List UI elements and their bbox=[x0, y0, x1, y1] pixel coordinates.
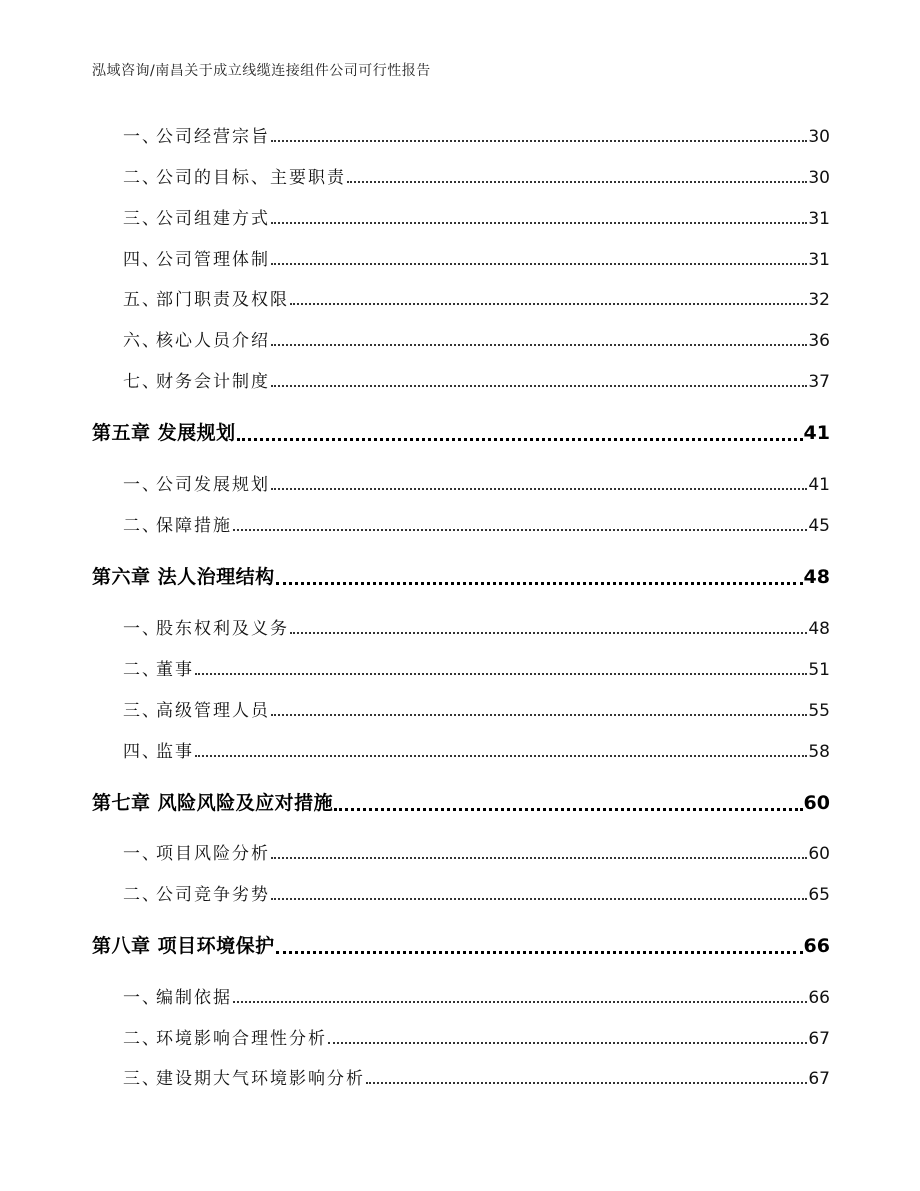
toc-entry-title: 第六章 法人治理结构 bbox=[92, 566, 275, 588]
toc-page-number: 51 bbox=[808, 660, 830, 680]
toc-entry-number: 六、 bbox=[123, 331, 161, 351]
toc-entry-title: 部门职责及权限 bbox=[156, 290, 289, 310]
toc-entry-number: 三、 bbox=[123, 1069, 161, 1089]
toc-entry-title: 公司竞争劣势 bbox=[156, 885, 270, 905]
toc-page-number: 65 bbox=[808, 885, 830, 905]
toc-entry-number: 三、 bbox=[123, 209, 161, 229]
toc-section-entry[interactable] bbox=[92, 326, 830, 351]
toc-entry-title: 第七章 风险风险及应对措施 bbox=[92, 792, 334, 814]
toc-section-entry[interactable] bbox=[92, 880, 830, 905]
toc-entry-number: 二、 bbox=[123, 1029, 161, 1049]
toc-chapter-entry[interactable] bbox=[92, 562, 830, 589]
toc-page-number: 31 bbox=[808, 209, 830, 229]
toc-dot-leader bbox=[195, 673, 807, 675]
toc-page-number: 32 bbox=[808, 290, 830, 310]
toc-entry-title: 环境影响合理性分析 bbox=[156, 1029, 327, 1049]
toc-chapter-entry[interactable] bbox=[92, 418, 830, 445]
toc-page-number: 66 bbox=[808, 988, 830, 1008]
toc-section-entry[interactable] bbox=[92, 285, 830, 310]
toc-section-entry[interactable] bbox=[92, 245, 830, 270]
toc-entry-number: 一、 bbox=[123, 619, 161, 639]
toc-dot-leader bbox=[233, 1001, 807, 1003]
toc-entry-number: 一、 bbox=[123, 475, 161, 495]
toc-page-number: 36 bbox=[808, 331, 830, 351]
toc-section-entry[interactable] bbox=[92, 470, 830, 495]
toc-entry-title: 公司的目标、主要职责 bbox=[156, 168, 346, 188]
toc-dot-leader bbox=[290, 303, 807, 305]
toc-entry-title: 董事 bbox=[156, 660, 194, 680]
toc-entry-title: 核心人员介绍 bbox=[156, 331, 270, 351]
toc-chapter-entry[interactable] bbox=[92, 788, 830, 815]
toc-dot-leader bbox=[271, 140, 807, 142]
toc-page-number: 41 bbox=[808, 475, 830, 495]
toc-dot-leader bbox=[271, 488, 807, 490]
toc-entry-number: 一、 bbox=[123, 988, 161, 1008]
toc-entry-title: 第八章 项目环境保护 bbox=[92, 935, 275, 957]
toc-section-entry[interactable] bbox=[92, 511, 830, 536]
toc-entry-title: 监事 bbox=[156, 742, 194, 762]
toc-section-entry[interactable] bbox=[92, 737, 830, 762]
toc-dot-leader bbox=[276, 582, 803, 585]
toc-section-entry[interactable] bbox=[92, 163, 830, 188]
toc-dot-leader bbox=[334, 808, 802, 811]
toc-section-entry[interactable] bbox=[92, 696, 830, 721]
toc-page-number: 60 bbox=[803, 792, 830, 814]
toc-entry-title: 公司发展规划 bbox=[156, 475, 270, 495]
toc-dot-leader bbox=[195, 755, 807, 757]
toc-section-entry[interactable] bbox=[92, 204, 830, 229]
toc-entry-number: 三、 bbox=[123, 701, 161, 721]
toc-page-number: 66 bbox=[803, 935, 830, 957]
toc-entry-number: 七、 bbox=[123, 372, 161, 392]
toc-entry-title: 公司经营宗旨 bbox=[156, 127, 270, 147]
toc-dot-leader bbox=[347, 181, 807, 183]
toc-page-number: 67 bbox=[808, 1069, 830, 1089]
toc-page-number: 31 bbox=[808, 250, 830, 270]
toc-page-number: 45 bbox=[808, 516, 830, 536]
toc-dot-leader bbox=[271, 385, 807, 387]
toc-entry-number: 一、 bbox=[123, 844, 161, 864]
toc-dot-leader bbox=[328, 1042, 807, 1044]
toc-dot-leader bbox=[271, 263, 807, 265]
toc-section-entry[interactable] bbox=[92, 367, 830, 392]
toc-dot-leader bbox=[271, 857, 807, 859]
toc-dot-leader bbox=[271, 714, 807, 716]
toc-page-number: 37 bbox=[808, 372, 830, 392]
toc-dot-leader bbox=[271, 898, 807, 900]
toc-section-entry[interactable] bbox=[92, 614, 830, 639]
toc-entry-number: 四、 bbox=[123, 742, 161, 762]
toc-page-number: 67 bbox=[808, 1029, 830, 1049]
toc-dot-leader bbox=[290, 632, 807, 634]
toc-dot-leader bbox=[237, 438, 803, 441]
toc-dot-leader bbox=[271, 222, 807, 224]
toc-entry-title: 保障措施 bbox=[156, 516, 232, 536]
toc-page-number: 30 bbox=[808, 168, 830, 188]
toc-page-number: 60 bbox=[808, 844, 830, 864]
toc-entry-title: 编制依据 bbox=[156, 988, 232, 1008]
toc-page-number: 30 bbox=[808, 127, 830, 147]
toc-section-entry[interactable] bbox=[92, 122, 830, 147]
toc-page-number: 55 bbox=[808, 701, 830, 721]
toc-page-number: 41 bbox=[803, 422, 830, 444]
toc-entry-number: 五、 bbox=[123, 290, 161, 310]
toc-entry-number: 四、 bbox=[123, 250, 161, 270]
toc-entry-number: 二、 bbox=[123, 660, 161, 680]
toc-section-entry[interactable] bbox=[92, 983, 830, 1008]
toc-chapter-entry[interactable] bbox=[92, 931, 830, 958]
toc-dot-leader bbox=[233, 529, 807, 531]
toc-entry-title: 项目风险分析 bbox=[156, 844, 270, 864]
toc-page-number: 48 bbox=[808, 619, 830, 639]
toc-page-number: 58 bbox=[808, 742, 830, 762]
toc-section-entry[interactable] bbox=[92, 1064, 830, 1089]
toc-section-entry[interactable] bbox=[92, 839, 830, 864]
toc-entry-title: 财务会计制度 bbox=[156, 372, 270, 392]
toc-dot-leader bbox=[276, 951, 803, 954]
toc-section-entry[interactable] bbox=[92, 1024, 830, 1049]
toc-page-number: 48 bbox=[803, 566, 830, 588]
toc-entry-title: 股东权利及义务 bbox=[156, 619, 289, 639]
toc-dot-leader bbox=[271, 344, 807, 346]
toc-entry-title: 第五章 发展规划 bbox=[92, 422, 236, 444]
toc-entry-number: 一、 bbox=[123, 127, 161, 147]
toc-entry-number: 二、 bbox=[123, 885, 161, 905]
toc-entry-title: 高级管理人员 bbox=[156, 701, 270, 721]
toc-entry-number: 二、 bbox=[123, 168, 161, 188]
toc-entry-title: 公司组建方式 bbox=[156, 209, 270, 229]
page-header: 泓域咨询/南昌关于成立线缆连接组件公司可行性报告 bbox=[92, 63, 431, 79]
toc-section-entry[interactable] bbox=[92, 655, 830, 680]
toc-entry-title: 公司管理体制 bbox=[156, 250, 270, 270]
toc-dot-leader bbox=[366, 1082, 807, 1084]
toc-entry-number: 二、 bbox=[123, 516, 161, 536]
toc-entry-title: 建设期大气环境影响分析 bbox=[156, 1069, 365, 1089]
